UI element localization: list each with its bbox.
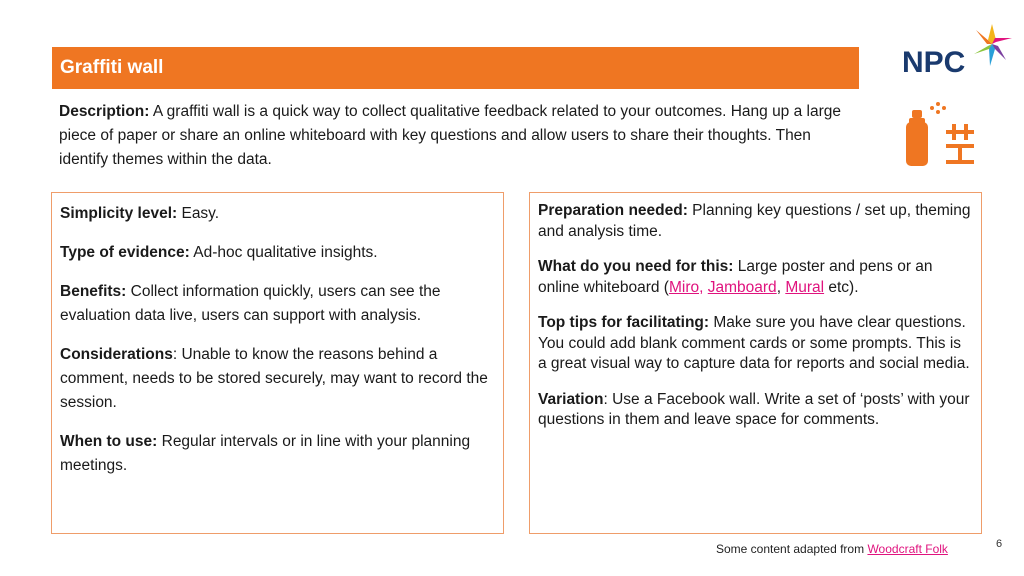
- npc-logo-graphic: [900, 14, 1016, 80]
- considerations-text: : Unable to know the reasons behind a comment, needs to be stored securely, may want to record the session.: [60, 346, 488, 411]
- variation-text: : Use a Facebook wall. Write a set of ‘posts’ with your questions in them and leave space for comments.: [538, 390, 970, 428]
- preparation-text: Planning key questions / set up, theming and analysis time.: [538, 202, 971, 240]
- need-text: Large poster and pens or an online whiteboard (: [538, 258, 933, 296]
- description-label: Description:: [59, 103, 150, 120]
- top-tips: [538, 313, 973, 375]
- tips-text: Make sure you have clear questions. You could add blank comment cards or some prompts. This is a great visual way to capture data for reports and social media.: [538, 314, 970, 372]
- tips-label: Top tips for facilitating:: [538, 314, 710, 331]
- left-info-box: [51, 192, 504, 534]
- evidence-label: Type of evidence:: [60, 244, 190, 261]
- description-text: A graffiti wall is a quick way to collect qualitative feedback related to your outcomes. Hang up a large piece of paper or share an online whiteboard with key questions and allow users to share their thoughts. Then identify themes within the data.: [59, 103, 842, 168]
- simplicity-level: [60, 202, 495, 226]
- considerations: [60, 343, 495, 415]
- simplicity-label: Simplicity level:: [60, 205, 178, 222]
- spray-can-icon: [902, 100, 982, 170]
- benefits: [60, 280, 495, 328]
- description: [59, 100, 859, 172]
- simplicity-text: Easy.: [177, 205, 220, 222]
- right-info-box: [529, 192, 982, 534]
- footer-credit: [716, 542, 948, 556]
- svg-text:NPC: NPC: [902, 46, 966, 79]
- page-title: Graffiti wall: [60, 57, 164, 78]
- benefits-text: Collect information quickly, users can see the evaluation data live, users can support with analysis.: [60, 283, 441, 324]
- preparation-label: Preparation needed:: [538, 202, 688, 219]
- npc-logo: [900, 14, 1016, 80]
- page-number: 6: [996, 538, 1003, 550]
- when-text: Regular intervals or in line with your planning meetings.: [60, 433, 471, 474]
- miro-link[interactable]: Miro,: [668, 278, 704, 296]
- when-to-use: [60, 430, 495, 478]
- footer-text: Some content adapted from: [716, 542, 868, 556]
- type-of-evidence: [60, 241, 495, 265]
- when-label: When to use:: [60, 433, 158, 450]
- need-separator: ,: [776, 278, 786, 296]
- benefits-label: Benefits:: [60, 283, 127, 300]
- variation: [538, 390, 973, 431]
- woodcraft-folk-link[interactable]: Woodcraft Folk: [867, 542, 948, 556]
- variation-label: Variation: [538, 390, 604, 408]
- mural-link[interactable]: Mural: [785, 278, 825, 296]
- considerations-label: Considerations: [60, 346, 173, 363]
- what-you-need: [538, 257, 973, 298]
- title-bar: [52, 47, 859, 89]
- need-text-end: etc).: [824, 278, 859, 296]
- evidence-text: Ad-hoc qualitative insights.: [189, 244, 378, 261]
- preparation-needed: [538, 201, 973, 242]
- need-label: What do you need for this:: [538, 258, 734, 275]
- jamboard-link[interactable]: Jamboard: [707, 278, 777, 296]
